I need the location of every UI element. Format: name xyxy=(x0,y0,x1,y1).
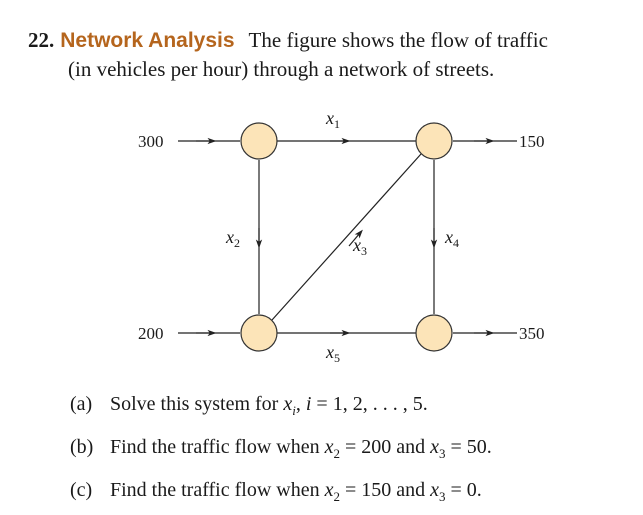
label-x5: $x_5$ xyxy=(326,342,340,365)
node-top-right xyxy=(416,123,452,159)
part-c: (c) Find the traffic flow when $x_2 = 150$ and $x_3 = 0$. xyxy=(70,472,640,515)
problem-text-line1: The figure shows the flow of traffic xyxy=(248,28,548,52)
label-x2: $x_2$ xyxy=(226,227,240,250)
label-x4: $x_4$ xyxy=(445,227,459,250)
problem-parts xyxy=(70,386,640,515)
node-bottom-left xyxy=(241,315,277,351)
problem-text-line2: (in vehicles per hour) through a network of streets. xyxy=(68,57,495,81)
flow-out-top-right: 150 xyxy=(519,132,545,151)
edge-x3 xyxy=(272,154,421,320)
flow-in-bottom-left: 200 xyxy=(138,324,164,343)
part-tag: (b) xyxy=(70,436,94,458)
label-x1: $x_1$ xyxy=(326,108,340,131)
part-a: (a) Solve this system for $x_i$, i = 1, 2, . . . , 5. xyxy=(70,386,640,429)
node-bottom-right xyxy=(416,315,452,351)
part-tag: (c) xyxy=(70,479,93,501)
problem-title: Network Analysis xyxy=(60,29,235,52)
flow-in-top-left: 300 xyxy=(138,132,164,151)
problem-number: 22. xyxy=(28,28,55,52)
node-top-left xyxy=(241,123,277,159)
label-x3: $x_3$ xyxy=(353,235,367,258)
part-b: (b) Find the traffic flow when $x_2 = 200$ and $x_3 = 50$. xyxy=(70,429,640,472)
flow-out-bottom-right: 350 xyxy=(519,324,545,343)
part-tag: (a) xyxy=(70,393,93,415)
